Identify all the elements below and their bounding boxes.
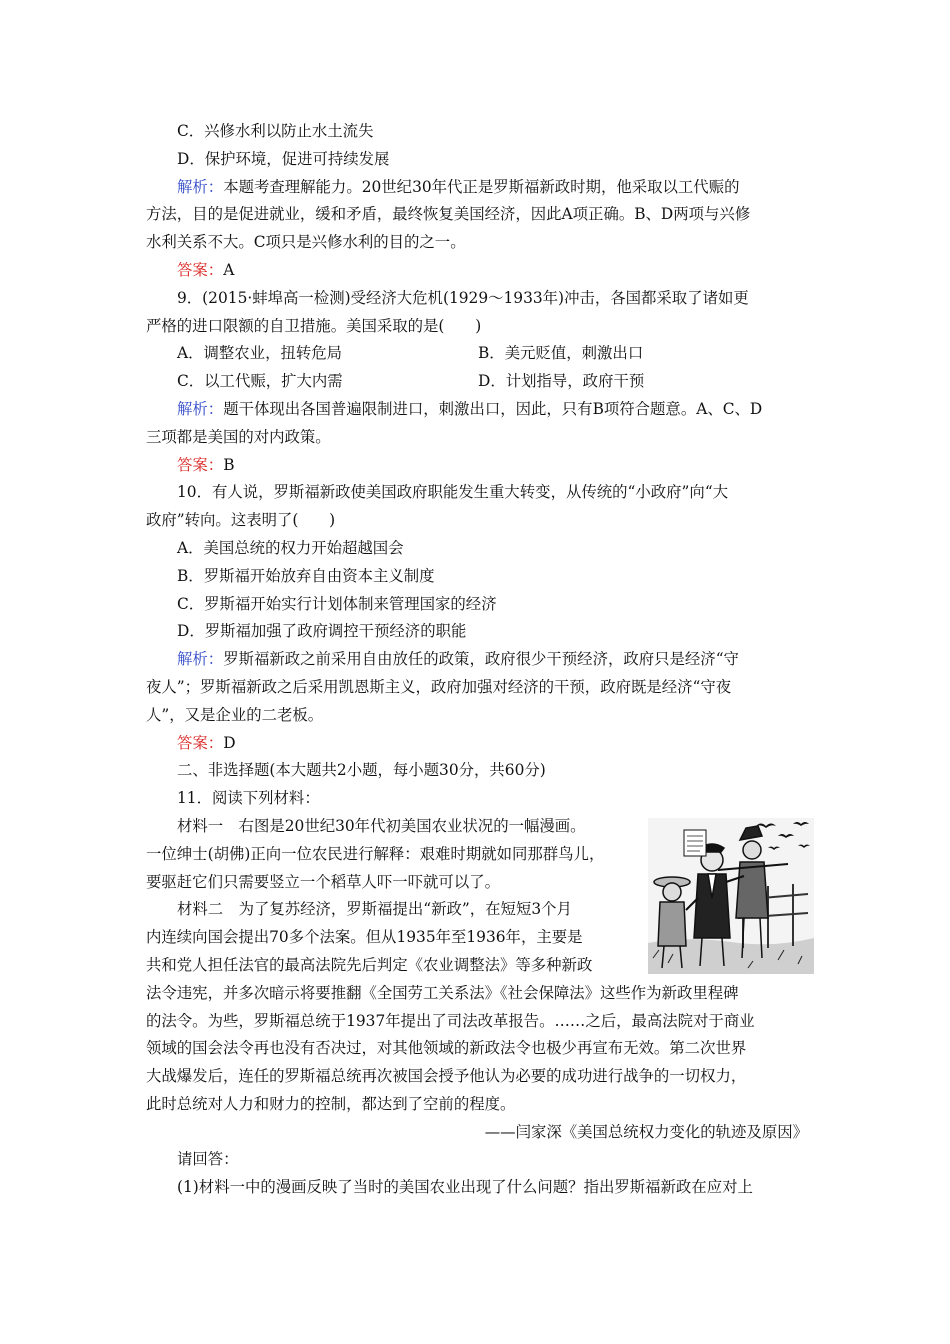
q8-option-d: D．保护环境，促进可持续发展 (177, 149, 390, 168)
q11-stem: 11．阅读下列材料： (177, 789, 320, 808)
q11-material2-line-6: 领域的国会法令再也没有否决过，对其他领域的新政法令也极少再宣布无效。第二次世界 (146, 1039, 747, 1058)
q10-stem-line-1: 10．有人说，罗斯福新政使美国政府职能发生重大转变，从传统的“小政府”向“大 (177, 483, 729, 502)
q9-analysis-line-2: 三项都是美国的对内政策。 (146, 427, 331, 446)
q11-material2-line-7: 大战爆发后，连任的罗斯福总统再次被国会授予他认为必要的成功进行战争的一切权力， (146, 1067, 747, 1086)
q10-analysis-line-3: 人”，又是企业的二老板。 (146, 705, 324, 724)
q10-stem-line-2: 政府”转向。这表明了( ) (146, 511, 336, 530)
answer-label: 答案： (177, 455, 224, 474)
analysis-label: 解析： (177, 650, 224, 669)
q11-material1-line-1: 材料一 右图是20世纪30年代初美国农业状况的一幅漫画。 (177, 816, 586, 835)
q11-subquestion-1: (1)材料一中的漫画反映了当时的美国农业出现了什么问题？指出罗斯福新政在应对上 (177, 1178, 753, 1197)
answer-value: D (223, 733, 236, 752)
answer-label: 答案： (177, 733, 224, 752)
q11-material2-line-1: 材料二 为了复苏经济，罗斯福提出“新政”，在短短3个月 (177, 900, 572, 919)
document-body (146, 118, 808, 1202)
q11-material2-line-4: 法令违宪，并多次暗示将要推翻《全国劳工关系法》《社会保障法》这些作为新政里程碑 (146, 983, 739, 1002)
section-heading: 二、非选择题(本大题共2小题，每小题30分，共60分) (177, 761, 546, 780)
q11-material1-line-3: 要驱赶它们只需要竖立一个稻草人吓一吓就可以了。 (146, 872, 500, 891)
analysis-text: 题干体现出各国普遍限制进口，刺激出口，因此，只有B项符合题意。A、C、D (223, 399, 763, 418)
analysis-text: 罗斯福新政之前采用自由放任的政策，政府很少干预经济，政府只是经济“守 (223, 650, 739, 669)
analysis-text: 本题考查理解能力。20世纪30年代正是罗斯福新政时期，他采取以工代赈的 (223, 177, 740, 196)
q10-analysis-line-2: 夜人”；罗斯福新政之后采用凯恩斯主义，政府加强对经济的干预，政府既是经济“守夜 (146, 677, 732, 696)
q9-stem-line-1: 9．(2015·蚌埠高一检测)受经济大危机(1929～1933年)冲击，各国都采取了诸如更 (177, 288, 749, 307)
answer-value: B (223, 455, 235, 474)
q10-option-a: A．美国总统的权力开始超越国会 (177, 538, 404, 557)
q9-option-c: C．以工代赈，扩大内需 (177, 372, 343, 391)
q8-analysis-line-1 (146, 174, 808, 202)
q11-material2-line-2: 内连续向国会提出70多个法案。但从1935年至1936年，主要是 (146, 928, 583, 947)
q8-answer (146, 257, 808, 285)
analysis-label: 解析： (177, 177, 224, 196)
q10-option-c: C．罗斯福开始实行计划体制来管理国家的经济 (177, 594, 497, 613)
q10-option-d: D．罗斯福加强了政府调控干预经济的职能 (177, 622, 467, 641)
analysis-label: 解析： (177, 399, 224, 418)
answer-value: A (223, 260, 235, 279)
q11-material2-line-3: 共和党人担任法官的最高法院先后判定《农业调整法》等多种新政 (146, 955, 593, 974)
q8-analysis-line-3: 水利关系不大。C项只是兴修水利的目的之一。 (146, 233, 466, 252)
q9-options-row-2 (146, 368, 808, 396)
q8-option-c: C．兴修水利以防止水土流失 (177, 122, 374, 140)
q11-source-citation: ——闫家深《美国总统权力变化的轨迹及原因》 (484, 1122, 808, 1141)
q9-analysis-line-1 (146, 396, 808, 424)
q11-material2-line-8: 此时总统对人力和财力的控制，都达到了空前的程度。 (146, 1094, 516, 1113)
cartoon-illustration (648, 818, 814, 974)
q11-prompt: 请回答： (177, 1150, 239, 1169)
q11-material1-line-2: 一位绅士(胡佛)正向一位农民进行解释：艰难时期就如同那群鸟儿， (146, 844, 605, 863)
q9-option-d: D．计划指导，政府干预 (478, 372, 645, 391)
q10-analysis-line-1 (146, 646, 808, 674)
q8-analysis-line-2: 方法，目的是促进就业，缓和矛盾，最终恢复美国经济，因此A项正确。B、D两项与兴修 (146, 205, 751, 224)
q9-option-a: A．调整农业，扭转危局 (177, 344, 343, 363)
q9-option-b: B．美元贬值，刺激出口 (478, 344, 644, 363)
q10-answer (146, 730, 808, 758)
q9-answer (146, 452, 808, 480)
q9-stem-line-2: 严格的进口限额的自卫措施。美国采取的是( ) (146, 316, 482, 335)
answer-label: 答案： (177, 260, 224, 279)
q10-option-b: B．罗斯福开始放弃自由资本主义制度 (177, 566, 435, 585)
q9-options-row-1 (146, 340, 808, 368)
q11-material2-line-5: 的法令。为些，罗斯福总统于1937年提出了司法改革报告。……之后，最高法院对于商业 (146, 1011, 755, 1030)
